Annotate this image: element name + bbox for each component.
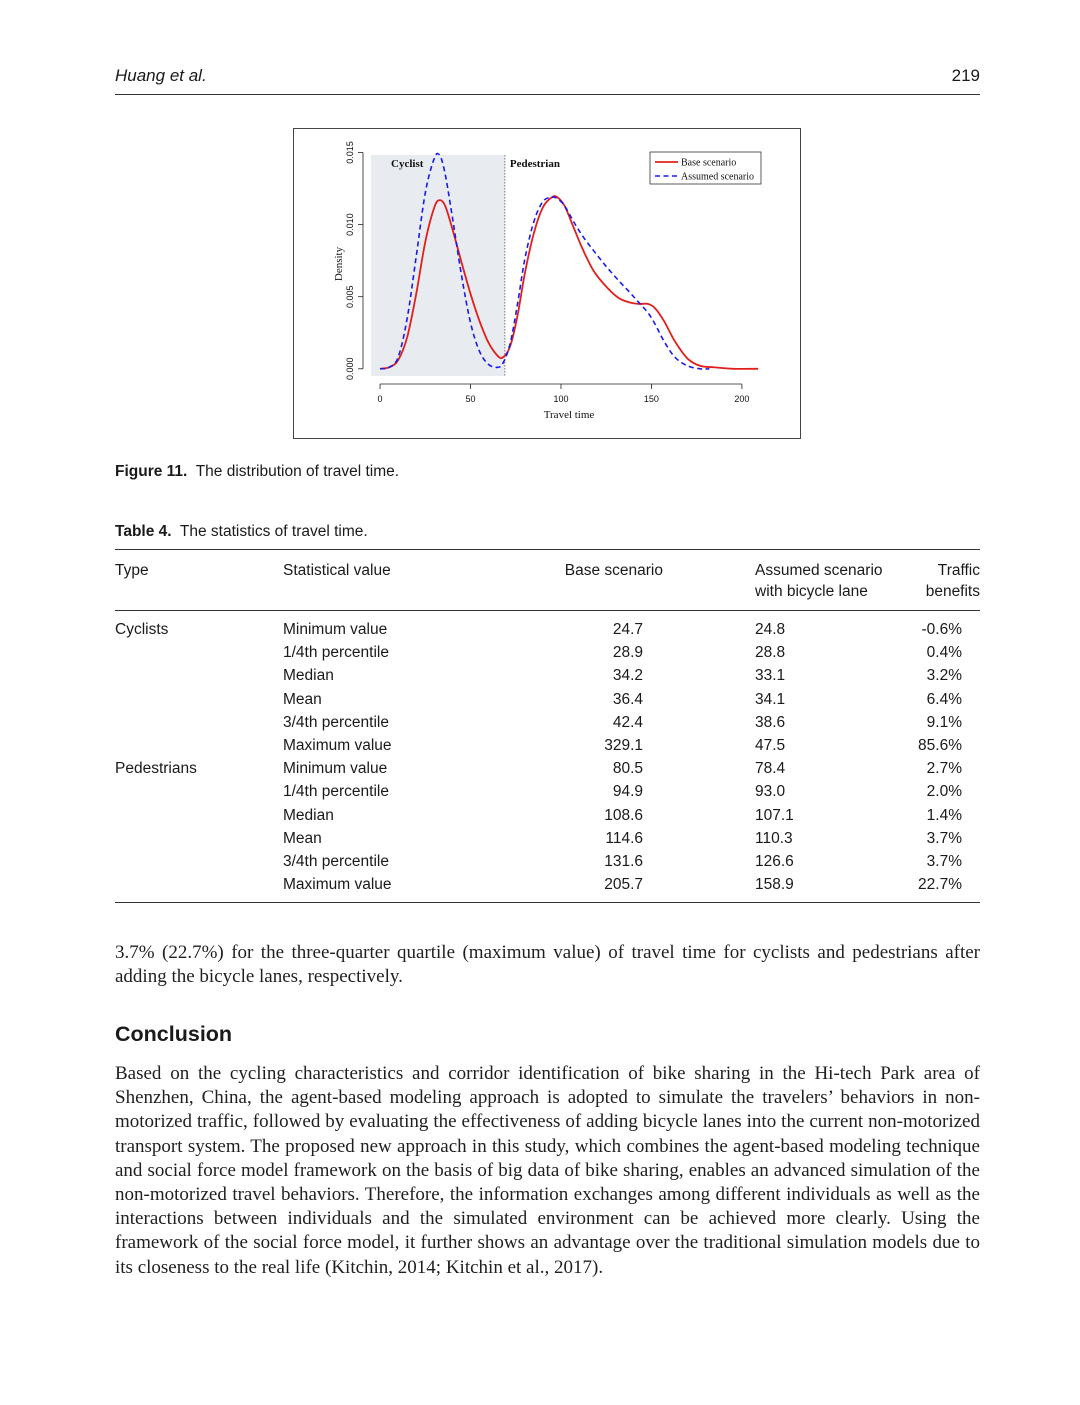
- cell-type: [115, 827, 283, 850]
- running-head: [115, 66, 980, 95]
- cell-base: 205.7: [483, 873, 715, 903]
- cell-type: [115, 664, 283, 687]
- figure-11-frame: [293, 128, 801, 439]
- paragraph-conclusion: Based on the cycling characteristics and corridor identification of bike sharing in the Hi-tech Park area of Shenzhen, China, the agent-based modeling approach is adopted to simulate the travelers’ behaviors in non-motorized traffic, followed by evaluating the effectiveness of adding bicycle lanes into the current non-motorized transport system. The proposed new approach in this study, which combines the agent-based modeling technique and social force model framework on the basis of big data of bike sharing, enables an advanced simulation of the non-motorized travel behaviors. Therefore, the information exchanges among different individuals as well as the interactions between individuals and the simulated environment can be achieved more clearly. Using the framework of the social force model, it further shows an advantage over the traditional simulation models due to its closeness to the real life (Kitchin, 2014; Kitchin et al., 2017).: [115, 1063, 980, 1278]
- cell-assumed: 47.5: [755, 737, 786, 755]
- cell-benefit: -0.6%: [921, 621, 962, 638]
- table-header-row: [115, 550, 980, 611]
- table-row: [115, 804, 980, 827]
- y-tick-label: 0.000: [345, 357, 355, 381]
- cell-benefit: 6.4%: [926, 690, 962, 708]
- cell-stat: Mean: [283, 690, 322, 708]
- header-type: Type: [115, 550, 283, 611]
- x-tick-label: 0: [377, 394, 383, 404]
- cell-assumed: 107.1: [755, 806, 794, 824]
- region-label-cyclist: Cyclist: [391, 158, 424, 170]
- table-caption: [115, 523, 368, 541]
- cell-type: [115, 641, 283, 664]
- cell-stat: 3/4th percentile: [283, 853, 389, 871]
- cell-assumed: 110.3: [755, 829, 793, 847]
- y-tick-label: 0.015: [345, 141, 355, 164]
- cell-base: 108.6: [604, 806, 643, 824]
- travel-time-stats-table: [115, 549, 980, 903]
- cell-type: [115, 780, 283, 803]
- cell-benefit: 3.7%: [926, 853, 962, 871]
- paragraph-continuation: 3.7% (22.7%) for the three-quarter quartile (maximum value) of travel time for cyclists and pedestrians after adding the bicycle lanes, respectively.: [115, 942, 980, 988]
- cell-benefit: 0.4%: [926, 644, 962, 662]
- y-axis-label: Density: [333, 246, 345, 282]
- table-row: [115, 641, 980, 664]
- cell-benefit: 2.0%: [926, 783, 962, 801]
- table-row: [115, 873, 980, 903]
- table-row: [115, 734, 980, 757]
- cell-assumed: 78.4: [755, 760, 786, 778]
- cell-stat: 3/4th percentile: [283, 713, 389, 731]
- x-tick-label: 100: [553, 394, 569, 404]
- cell-stat: Minimum value: [283, 760, 388, 778]
- region-label-pedestrian: Pedestrian: [509, 158, 560, 170]
- x-ticks: [378, 384, 750, 404]
- x-tick-label: 50: [465, 394, 476, 404]
- header-assumed: Assumed scenario with bicycle lane: [715, 550, 908, 611]
- cell-assumed: 24.8: [755, 621, 786, 638]
- table-row: [115, 780, 980, 803]
- cell-type: Cyclists: [115, 621, 169, 638]
- density-chart: [294, 129, 802, 440]
- x-axis-label: Travel time: [543, 409, 595, 421]
- table-label: Table 4.: [115, 523, 172, 540]
- table-row: [115, 688, 980, 711]
- y-tick-label: 0.010: [345, 213, 355, 236]
- cell-assumed: 28.8: [755, 644, 786, 662]
- cell-assumed: 93.0: [755, 783, 786, 801]
- x-tick-label: 200: [734, 394, 750, 404]
- cell-stat: Median: [283, 667, 334, 685]
- cell-base: 80.5: [612, 760, 643, 778]
- cell-base: 24.7: [612, 621, 643, 638]
- cell-benefit: 3.2%: [926, 667, 962, 685]
- legend: [650, 152, 761, 184]
- cell-base: 34.2: [612, 667, 643, 685]
- cell-assumed: 38.6: [755, 713, 786, 731]
- table-caption-text: The statistics of travel time.: [179, 523, 368, 540]
- cell-base: 28.9: [612, 644, 643, 662]
- cell-type: [115, 688, 283, 711]
- cell-base: 114.6: [605, 829, 643, 847]
- cell-type: [115, 804, 283, 827]
- cell-base: 42.4: [612, 713, 643, 731]
- cell-stat: Maximum value: [283, 737, 392, 755]
- section-heading-conclusion: Conclusion: [115, 1022, 233, 1046]
- cell-type: [115, 734, 283, 757]
- header-stat: Statistical value: [283, 550, 483, 611]
- page-number: 219: [951, 66, 980, 85]
- cell-type: [115, 711, 283, 734]
- legend-label-assumed: Assumed scenario: [681, 171, 755, 183]
- legend-label-base: Base scenario: [681, 157, 737, 169]
- header-benefit: Traffic benefits: [908, 550, 980, 611]
- cell-benefit: 85.6%: [918, 737, 962, 755]
- y-tick-label: 0.005: [345, 285, 355, 308]
- cell-stat: Minimum value: [283, 621, 388, 638]
- cell-assumed: 126.6: [755, 853, 794, 871]
- cell-type: [115, 873, 283, 903]
- cell-assumed: 158.9: [715, 873, 908, 903]
- y-ticks: [345, 141, 363, 380]
- cell-base: 329.1: [604, 737, 643, 755]
- table-row: [115, 757, 980, 780]
- cell-base: 94.9: [612, 783, 643, 801]
- cell-type: Pedestrians: [115, 760, 197, 778]
- cell-benefit: 9.1%: [926, 713, 962, 731]
- cell-base: 131.6: [604, 853, 643, 871]
- cell-type: [115, 850, 283, 873]
- running-head-authors: Huang et al.: [115, 66, 207, 85]
- figure-label: Figure 11.: [115, 463, 188, 480]
- cell-benefit: 2.7%: [926, 760, 962, 778]
- cell-assumed: 34.1: [755, 690, 786, 708]
- figure-caption-text: The distribution of travel time.: [195, 463, 400, 480]
- cell-stat: Median: [283, 806, 334, 824]
- figure-caption: [115, 463, 399, 481]
- cell-base: 36.4: [612, 690, 643, 708]
- table-row: [115, 827, 980, 850]
- x-tick-label: 150: [643, 394, 659, 404]
- header-base: Base scenario: [483, 550, 715, 611]
- table-row: [115, 850, 980, 873]
- cell-stat: Maximum value: [283, 873, 483, 903]
- table-row: [115, 664, 980, 687]
- cell-stat: Mean: [283, 829, 322, 847]
- cell-benefit: 3.7%: [926, 829, 962, 847]
- table-body: [115, 611, 980, 903]
- table-row: [115, 711, 980, 734]
- cell-benefit: 22.7%: [908, 873, 980, 903]
- cell-stat: 1/4th percentile: [283, 783, 389, 801]
- cyclist-region-shade: [371, 155, 505, 376]
- cell-assumed: 33.1: [755, 667, 786, 685]
- cell-benefit: 1.4%: [926, 806, 962, 824]
- cell-stat: 1/4th percentile: [283, 644, 389, 662]
- table-row: [115, 611, 980, 642]
